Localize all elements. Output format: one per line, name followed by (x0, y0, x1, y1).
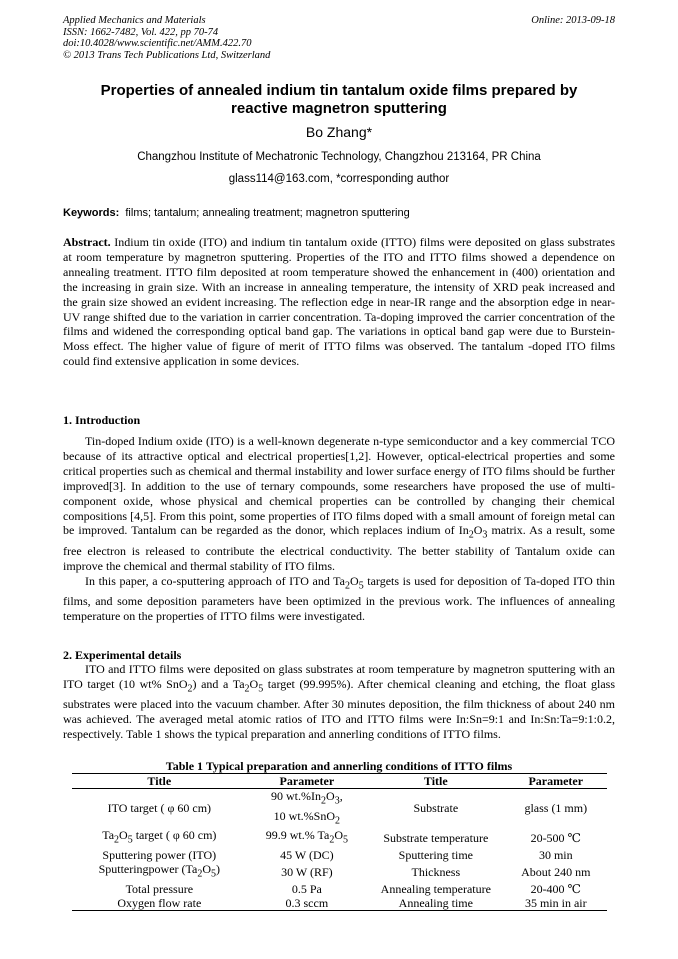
table-caption: Table 1 Typical preparation and annerling conditions of ITTO films (165, 759, 513, 773)
text-run: O (119, 828, 128, 843)
text-run: matrix. As a result, some free electron is released to contribute the electrical conductivity. The better stability of Tantalum oxide can improve the chemical and thermal stability of ITO films. (63, 523, 615, 573)
table-cell: Substrate (413, 801, 459, 816)
subscript: 2 (197, 868, 203, 880)
journal-name: Applied Mechanics and Materials (63, 15, 206, 26)
paper-title-line-1: Properties of annealed indium tin tantalum oxide films prepared by (100, 82, 578, 99)
table-row (72, 882, 607, 896)
keywords-line (63, 206, 615, 220)
text-run: target ( φ 60 cm) (132, 828, 217, 843)
subscript: 5 (211, 868, 217, 880)
text-run: O (350, 573, 359, 588)
subscript: 5 (127, 834, 133, 846)
table-row (72, 848, 607, 862)
table-cell: Substrate temperature (383, 830, 489, 845)
section-heading-introduction: 1. Introduction (63, 413, 141, 427)
intro-paragraph-2 (63, 574, 615, 624)
affiliation: Changzhou Institute of Mechatronic Technology, Changzhou 213164, PR China (137, 151, 541, 163)
table-cell: Oxygen flow rate (72, 896, 247, 911)
table-row (72, 896, 607, 911)
table-cell: 20-500 ℃ (530, 830, 581, 845)
text-run: O (326, 789, 335, 803)
table-cell: 0.5 Pa (291, 881, 322, 896)
table-cell: Sputtering time (398, 847, 473, 862)
text-run: 99.9 wt.% Ta (265, 828, 330, 843)
subscript: 2 (244, 683, 250, 695)
subscript: 2 (321, 795, 327, 807)
subscript: 3 (334, 795, 340, 807)
table-cell: Total pressure (125, 881, 194, 896)
text-run: targets is used for deposition of Ta-doped ITO thin films, and some deposition parameters have been optimized in the previous work. The influences of annealing temperature on the properties of ITTO films were investigated. (63, 573, 615, 623)
table-cell: 20-400 ℃ (530, 881, 581, 896)
subscript: 5 (342, 834, 348, 846)
subscript: 2 (345, 579, 351, 591)
text-run: ) and a Ta (192, 676, 245, 691)
paper-title (60, 82, 618, 118)
subscript: 2 (335, 814, 341, 826)
experimental-paragraph (63, 662, 615, 742)
abstract-text: Indium tin oxide (ITO) and indium tin tantalum oxide (ITTO) films were deposited on glass substrates at room temperature by magnetron sputtering. Properties of the ITO and ITTO films showed a dependence on annealing treatment. ITTO film deposited at room temperature showed the enhancement in (400) orientation and the increasing in grain size. With an increase in annealing temperature, the intensity of XRD peak increased and the grain size showed an evident increasing. The reflection edge in near-IR range and the absorption edge in near-UV range shifted due to the variation in carrier concentration. Ta-doping improved the carrier concentration of the films and widened the corresponding optical band gap. The variations in optical band gap were due to Burstein-Moss effect. The higher value of figure of merit of ITTO films was observed. The tantalum -doped ITO films could find extensive application in some devices. (63, 235, 616, 369)
table-header-cell: Title (72, 774, 247, 789)
table-cell: 30 min (538, 847, 573, 862)
keywords-text: films; tantalum; annealing treatment; magnetron sputtering (125, 207, 410, 219)
keywords-label: Keywords: (63, 207, 120, 219)
text-run: O (473, 523, 483, 538)
table-row (72, 789, 607, 829)
subscript: 2 (468, 529, 474, 541)
text-run: Tin-doped Indium oxide (ITO) is a well-known degenerate n-type semiconductor and a key commercial TCO because of its attractive optical and electrical properties[1,2]. However, optical-electrical properties and some critical properties such as chemical and thermal instability and lower surface energy of ITO films should be further improved[3]. In addition to the use of ternary compounds, some researchers have proposed the use of multi-component oxide, whose physical and chemical properties can be controlled by changing their chemical compositions [4,5]. From this point, some properties of ITO films doped with a small amount of foreign metal can be improved. Tantalum can be regarded as the donor, which replaces indium of In (63, 434, 615, 538)
table-cell: glass (1 mm) (524, 801, 588, 816)
table-cell (72, 862, 247, 882)
text-run: O (334, 828, 343, 843)
text-run: ) (216, 861, 221, 876)
table-cell (247, 789, 367, 829)
table-cell: Thickness (411, 864, 461, 879)
text-run: , (339, 789, 343, 803)
table-cell: 35 min in air (505, 896, 607, 911)
table-cell: Sputtering power (ITO) (102, 847, 217, 862)
subscript: 5 (358, 579, 364, 591)
text-run: 10 wt.%SnO (273, 808, 336, 823)
text-run: target (99.995%). After chemical cleaning and etching, the float glass substrates were placed into the vacuum chamber. After 30 minutes deposition, the film thickness of about 240 nm was achieved. The averaged metal atomic ratios of ITO and ITTO films were In:Sn=9:1 and In:Sn:Ta=9:1:0.2, respectively. Table 1 shows the typical preparation and annerling conditions of ITTO films. (63, 676, 615, 742)
table-cell: 0.3 sccm (247, 896, 367, 911)
issn-line: ISSN: 1662-7482, Vol. 422, pp 70-74 (63, 26, 219, 38)
text-run: ITO and ITTO films were deposited on glass substrates at room temperature by magnetron sputtering with an ITO target (10 wt% SnO (63, 662, 615, 691)
table-cell: Annealing temperature (380, 881, 491, 896)
table-cell (72, 828, 247, 848)
author-name: Bo Zhang* (305, 124, 373, 140)
conditions-table (72, 773, 607, 911)
table-header-cell: Parameter (505, 774, 607, 789)
doi-line: doi:10.4028/www.scientific.net/AMM.422.70 (63, 38, 252, 50)
text-run: In this paper, a co-sputtering approach of ITO and Ta (85, 573, 346, 588)
table-cell: About 240 nm (521, 864, 591, 879)
text-run: 90 wt.%In (271, 789, 322, 803)
email-line: glass114@163.com, *corresponding author (228, 173, 450, 185)
table-cell (247, 828, 367, 848)
table-header-row (72, 774, 607, 789)
subscript: 2 (329, 834, 335, 846)
journal-header (63, 15, 270, 61)
experimental-body (63, 662, 615, 742)
intro-paragraph-1 (63, 434, 615, 574)
subscript: 2 (114, 834, 120, 846)
table-cell: 45 W (DC) (280, 847, 334, 862)
online-date: Online: 2013-09-18 (531, 15, 615, 26)
table-row (72, 828, 607, 848)
table-cell: 30 W (RF) (281, 864, 333, 879)
table-cell: ITO target ( φ 60 cm) (107, 801, 212, 816)
paper-title-line-2: reactive magnetron sputtering (231, 100, 447, 117)
text-run: Ta (102, 828, 115, 843)
text-run: O (249, 676, 259, 691)
text-run: Sputteringpower (Ta (98, 861, 198, 876)
text-run: O (202, 861, 212, 876)
subscript: 3 (482, 529, 488, 541)
abstract-label: Abstract. (63, 235, 111, 249)
subscript: 5 (258, 683, 264, 695)
abstract-block (63, 235, 615, 369)
copyright-line: © 2013 Trans Tech Publications Ltd, Switzerland (63, 49, 271, 61)
introduction-body (63, 434, 615, 624)
subscript: 2 (187, 683, 193, 695)
table-header-cell: Title (367, 774, 504, 789)
section-heading-experimental: 2. Experimental details (63, 648, 182, 662)
table-header-cell: Parameter (247, 774, 367, 789)
table-cell: Annealing time (367, 896, 504, 911)
table-row (72, 862, 607, 882)
